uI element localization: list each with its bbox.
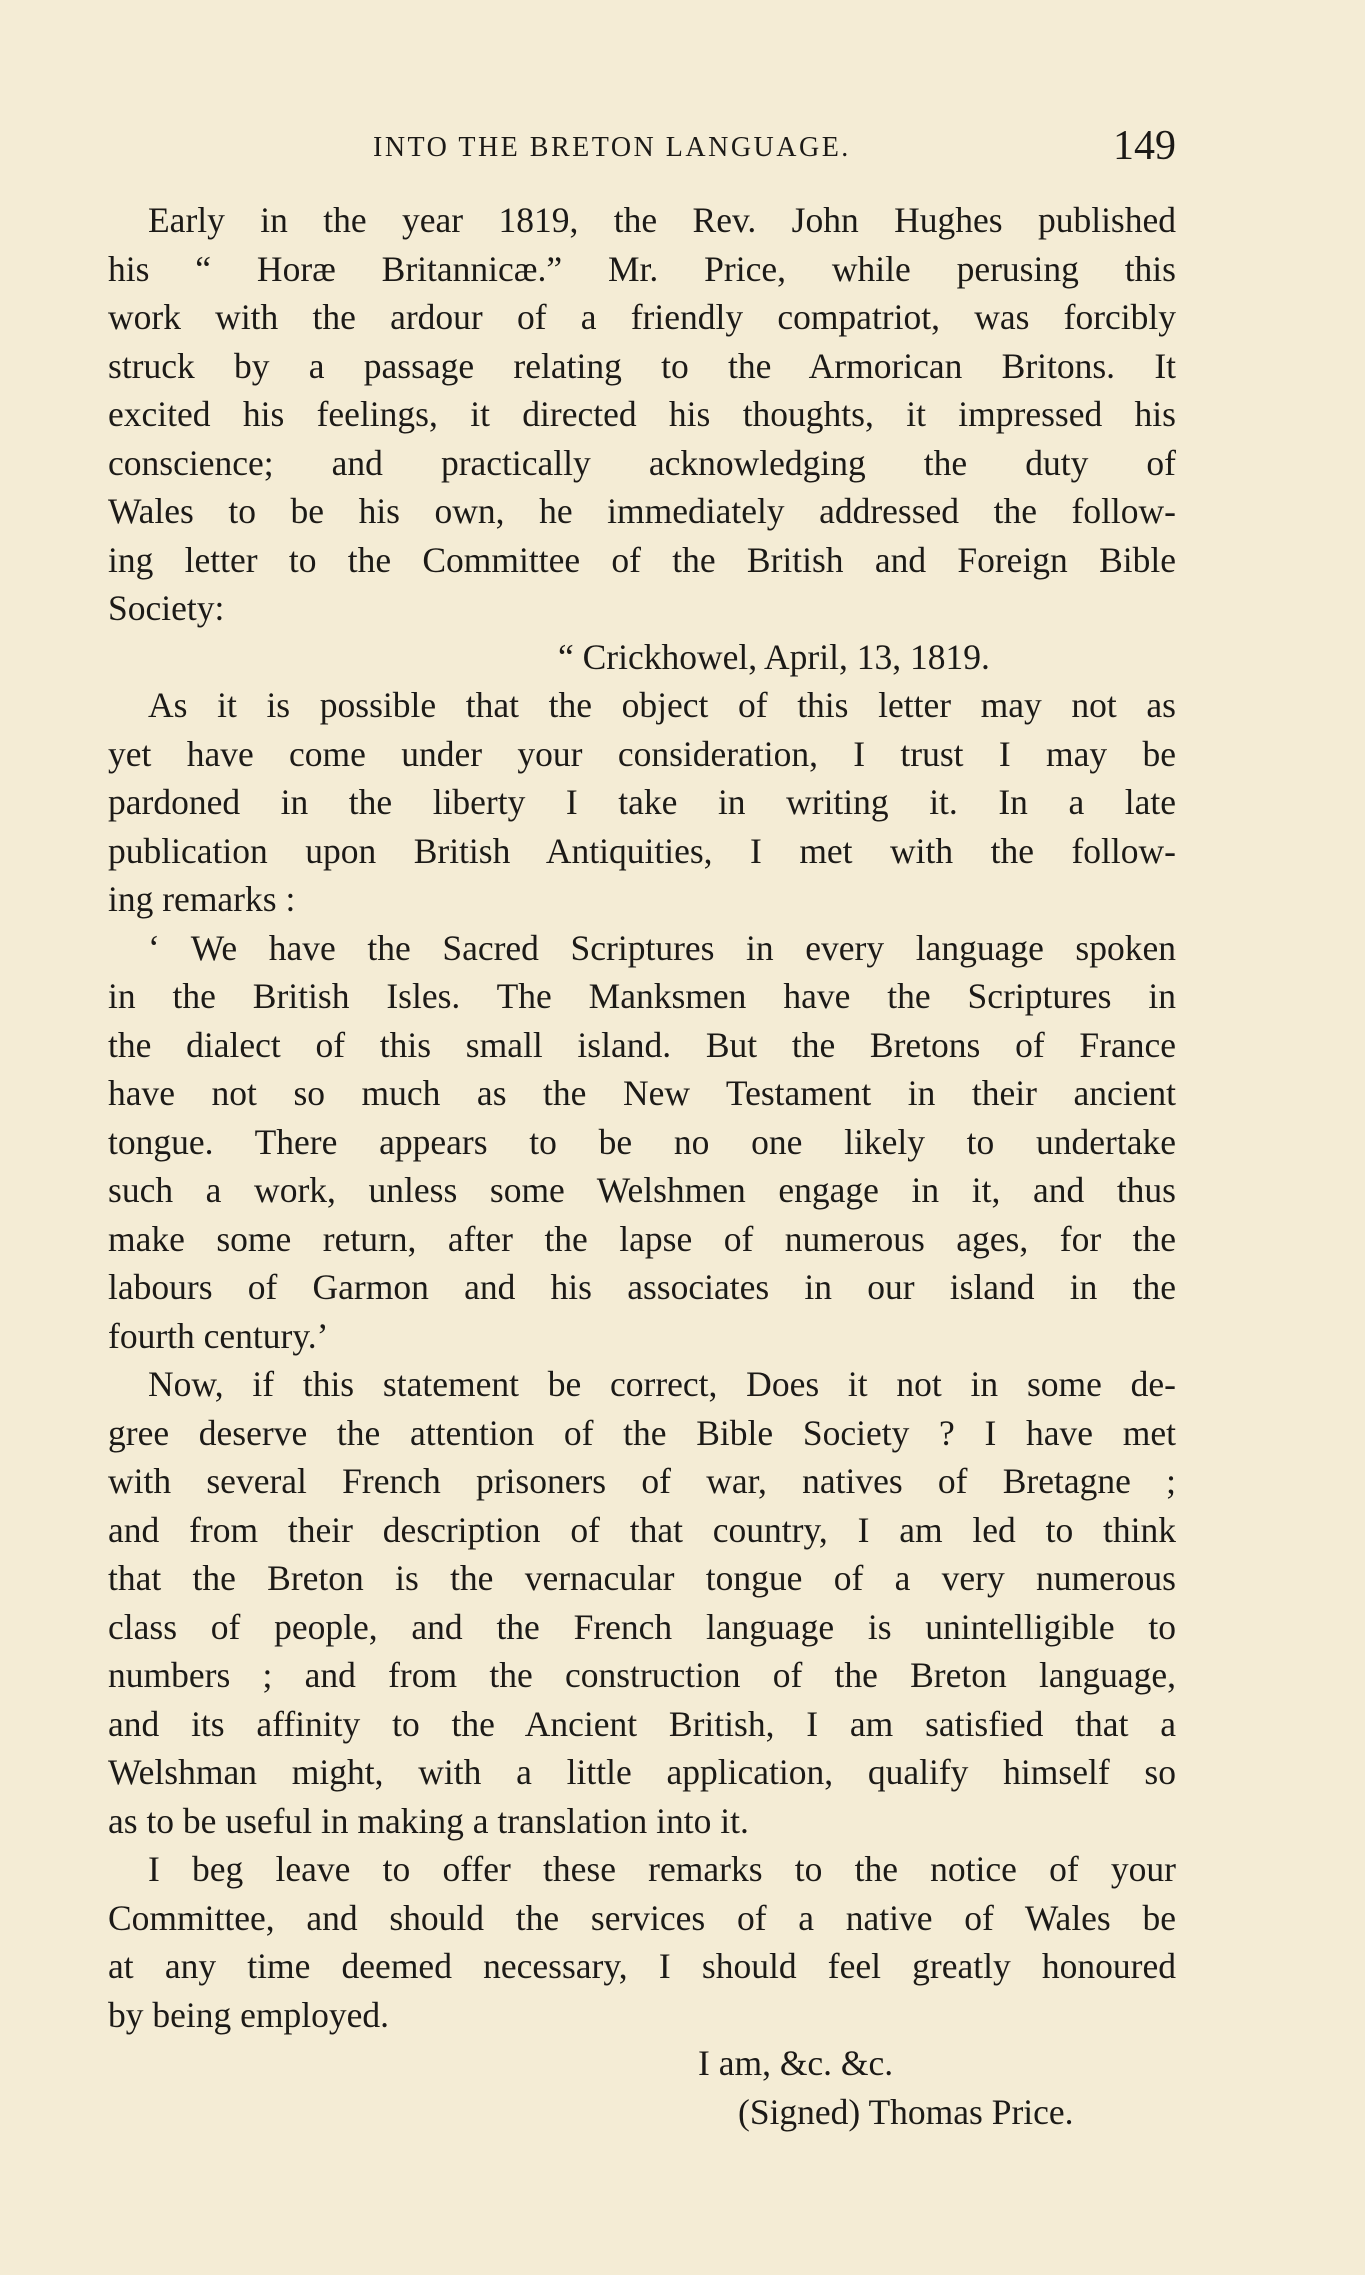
text-line: his “ Horæ Britannicæ.” Mr. Price, while perusing this: [108, 248, 1176, 289]
text-line: at any time deemed necessary, I should feel greatly honoured: [108, 1946, 1176, 1986]
book-page: [108, 0, 1176, 2275]
text-body: [108, 196, 1176, 2136]
text-line: conscience; and practically acknowledging the duty of: [108, 442, 1176, 483]
text-line: I beg leave to offer these remarks to the notice of your: [148, 1849, 1176, 1889]
text-line: in the British Isles. The Manksmen have the Scriptures in: [108, 976, 1176, 1016]
text-line: numbers ; and from the construction of the Breton language,: [108, 1655, 1176, 1695]
text-line: have not so much as the New Testament in their ancient: [108, 1073, 1176, 1113]
text-line: excited his feelings, it directed his thoughts, it impressed his: [108, 394, 1176, 434]
text-line: struck by a passage relating to the Armorican Britons. It: [108, 345, 1176, 386]
text-line: and from their description of that country, I am led to think: [108, 1509, 1176, 1550]
text-line: Early in the year 1819, the Rev. John Hughes published: [148, 200, 1176, 240]
text-line: yet have come under your consideration, I trust I may be: [108, 733, 1176, 774]
text-line: ing letter to the Committee of the British and Foreign Bible: [108, 539, 1176, 580]
text-line: work with the ardour of a friendly compatriot, was forcibly: [108, 297, 1176, 337]
text-line: make some return, after the lapse of numerous ages, for the: [108, 1218, 1176, 1259]
text-line: As it is possible that the object of this letter may not as: [148, 685, 1176, 725]
letter-dateline: “ Crickhowel, April, 13, 1819.: [558, 636, 990, 677]
text-line: as to be useful in making a translation into it.: [108, 1800, 749, 1841]
text-line: gree deserve the attention of the Bible Society ? I have met: [108, 1412, 1176, 1453]
text-line: by being employed.: [108, 1994, 389, 2035]
text-line: pardoned in the liberty I take in writing it. In a late: [108, 782, 1176, 822]
text-line: Committee, and should the services of a native of Wales be: [108, 1897, 1176, 1938]
running-head: [108, 122, 1176, 182]
text-line: class of people, and the French language is unintelligible to: [108, 1606, 1176, 1647]
text-line: Wales to be his own, he immediately addressed the follow-: [108, 491, 1176, 531]
text-line: tongue. There appears to be no one likely to undertake: [108, 1121, 1176, 1162]
text-line: fourth century.’: [108, 1315, 329, 1356]
text-line: publication upon British Antiquities, I met with the follow-: [108, 830, 1176, 871]
text-line: with several French prisoners of war, natives of Bretagne ;: [108, 1461, 1176, 1501]
text-line: labours of Garmon and his associates in our island in the: [108, 1267, 1176, 1307]
letter-signature: (Signed) Thomas Price.: [738, 2091, 1074, 2132]
text-line: ing remarks :: [108, 879, 296, 919]
page-number: 149: [1113, 123, 1176, 169]
text-line: ‘ We have the Sacred Scriptures in every language spoken: [148, 927, 1176, 968]
letter-closing: I am, &c. &c.: [698, 2043, 894, 2083]
text-line: the dialect of this small island. But the Bretons of France: [108, 1024, 1176, 1065]
text-line: that the Breton is the vernacular tongue of a very numerous: [108, 1558, 1176, 1598]
running-title: INTO THE BRETON LANGUAGE.: [373, 132, 851, 163]
text-line: Society:: [108, 588, 225, 628]
text-line: such a work, unless some Welshmen engage in it, and thus: [108, 1170, 1176, 1210]
text-line: and its affinity to the Ancient British, I am satisfied that a: [108, 1703, 1176, 1744]
text-line: Welshman might, with a little application, qualify himself so: [108, 1752, 1176, 1792]
text-line: Now, if this statement be correct, Does it not in some de-: [148, 1364, 1176, 1404]
